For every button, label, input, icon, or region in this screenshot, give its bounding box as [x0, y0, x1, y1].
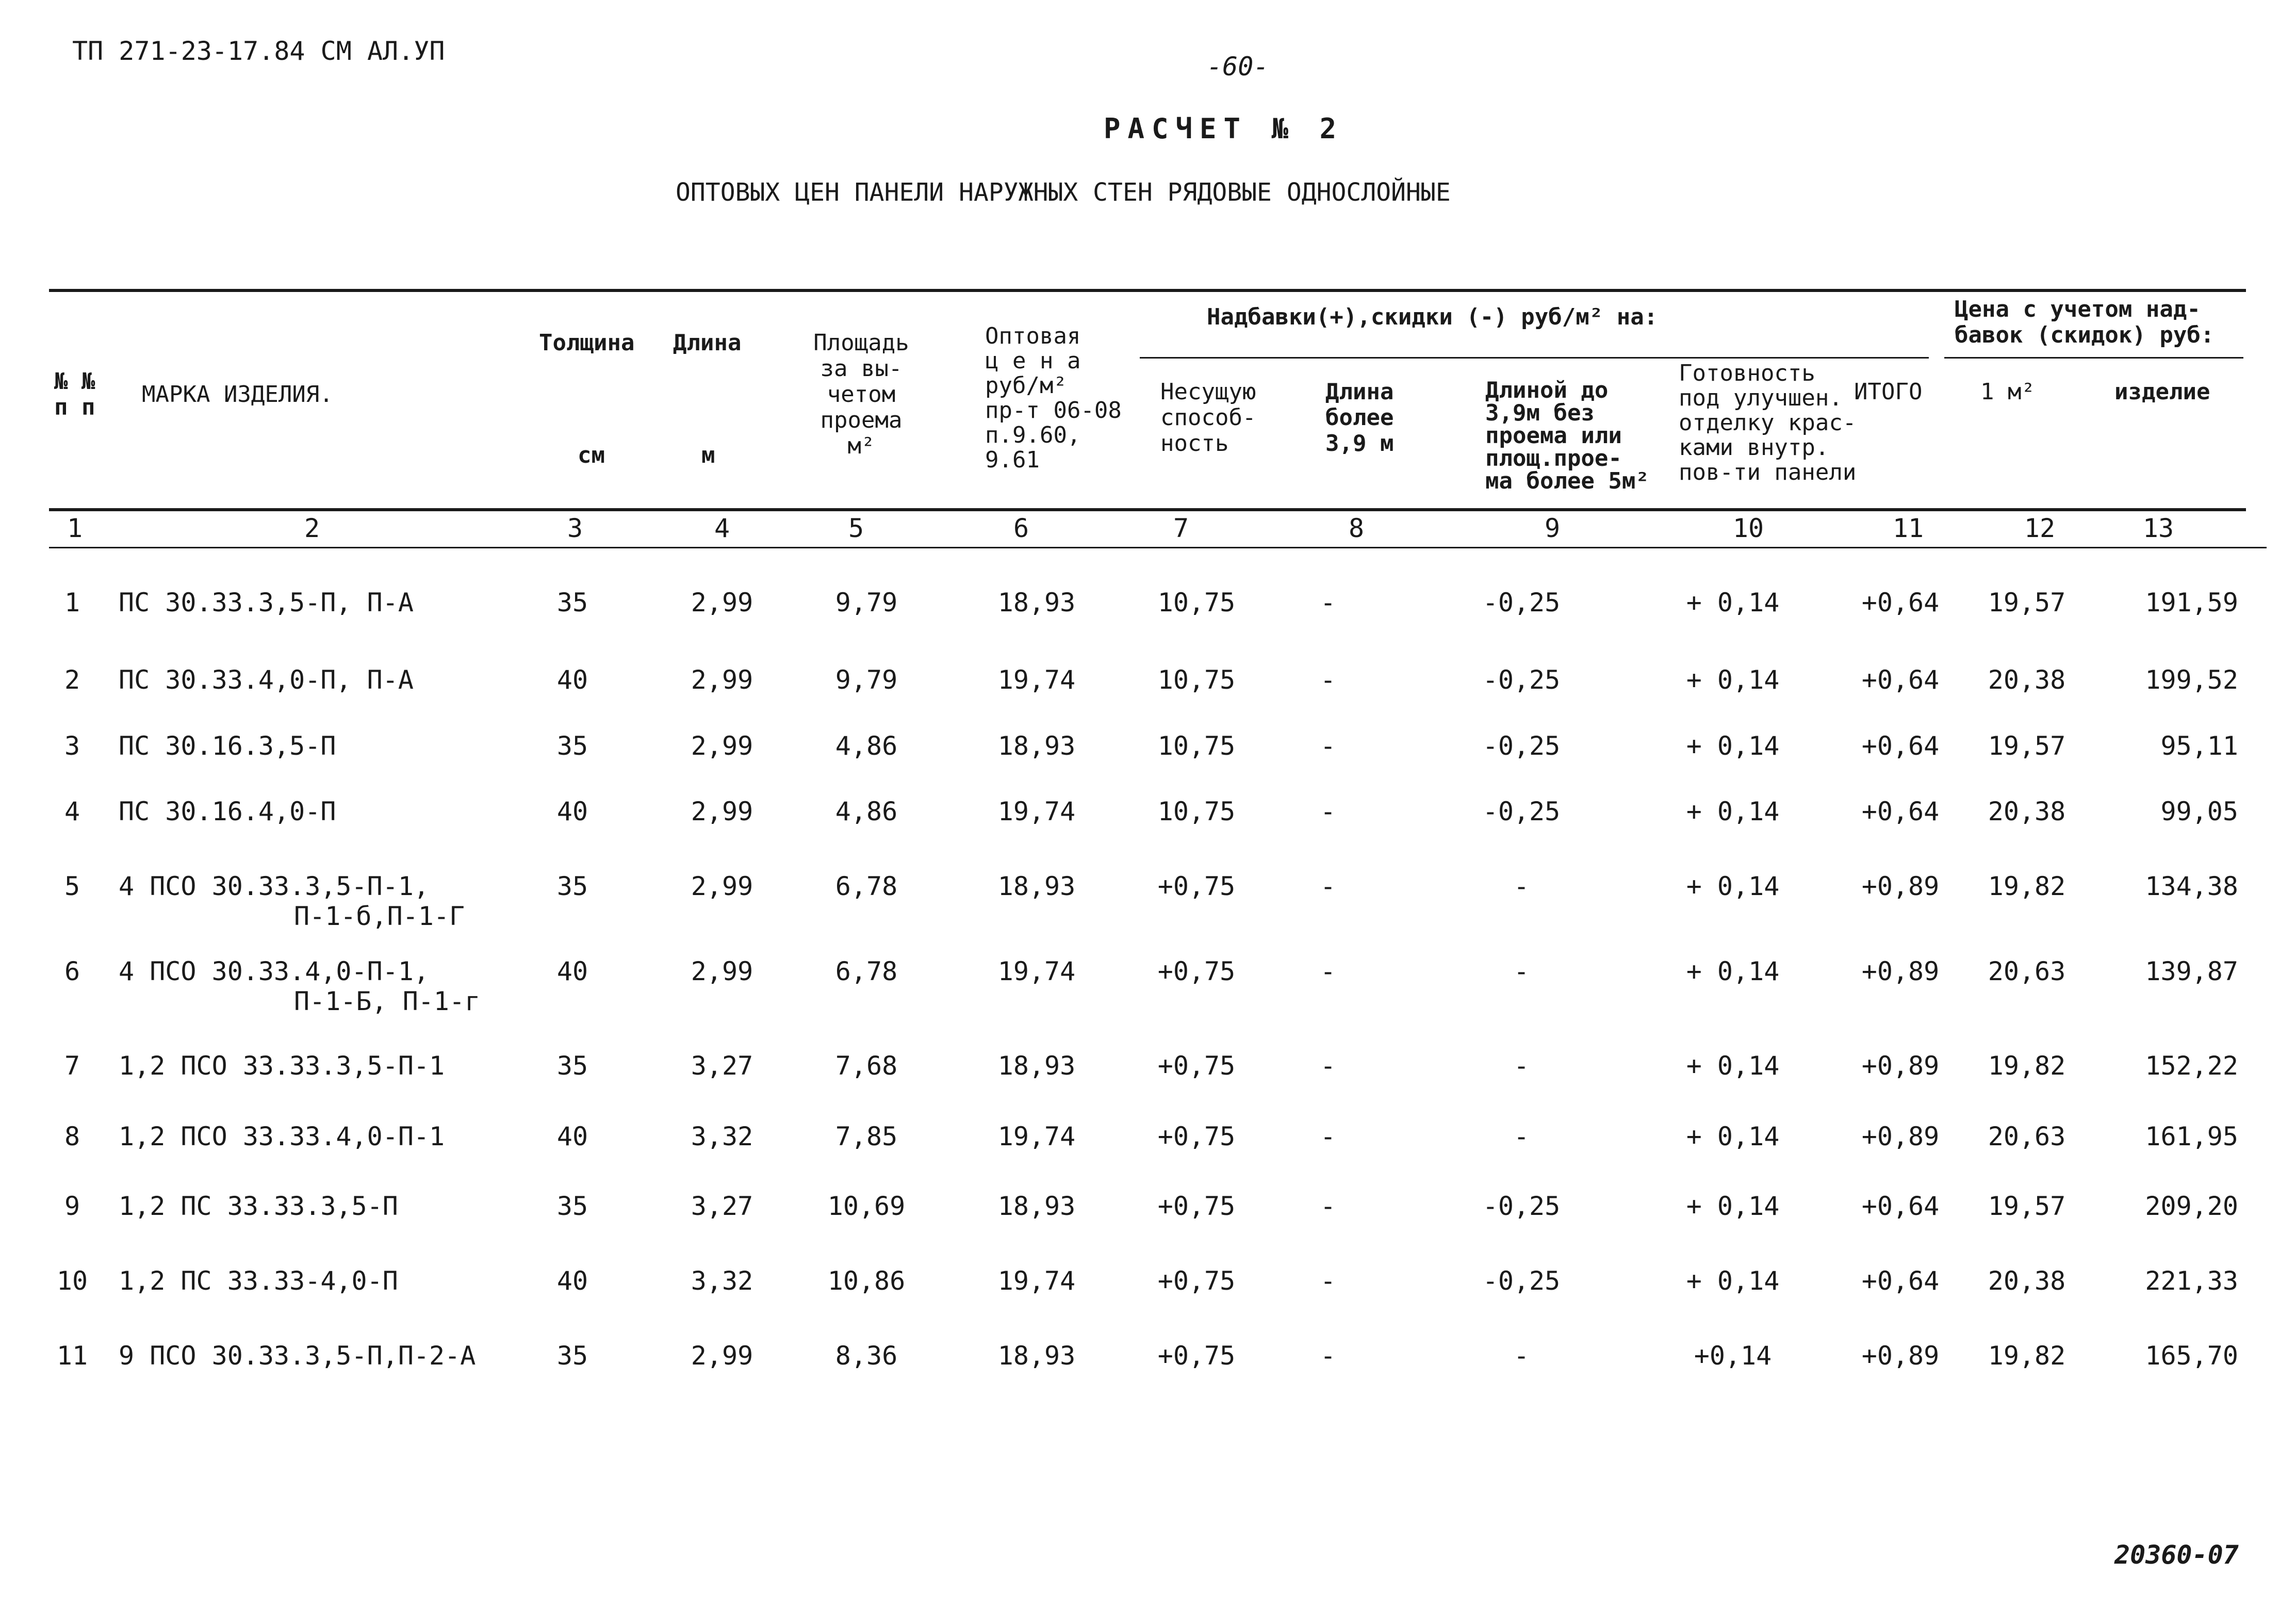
table-cell-n: 11 — [56, 1341, 88, 1371]
table-cell-p: 19,74 — [997, 1122, 1076, 1151]
column-number: 6 — [1013, 513, 1029, 543]
table-cell-l: 3,32 — [691, 1266, 753, 1296]
table-cell-m2: 19,57 — [1988, 731, 2066, 761]
table-cell-b: 10,75 — [1157, 665, 1236, 695]
table-cell-lo: - — [1320, 871, 1336, 901]
table-cell-lu: - — [1513, 1051, 1530, 1081]
table-cell-lo: - — [1320, 588, 1336, 618]
table-cell-b: +0,75 — [1157, 1341, 1236, 1371]
table-cell-lo: - — [1320, 731, 1336, 761]
table-cell-n: 8 — [64, 1122, 80, 1151]
table-cell-t: 35 — [556, 588, 588, 618]
table-cell-lo: - — [1320, 1266, 1336, 1296]
table-cell-t: 40 — [556, 1266, 588, 1296]
table-cell-mark: ПС 30.16.3,5-П — [119, 731, 336, 761]
table-cell-lu: -0,25 — [1482, 1191, 1561, 1221]
table-cell-lu: -0,25 — [1482, 731, 1561, 761]
table-cell-b: 10,75 — [1157, 797, 1236, 826]
table-cell-b: +0,75 — [1157, 871, 1236, 901]
table-cell-r: + 0,14 — [1686, 1266, 1780, 1296]
table-cell-l: 3,27 — [691, 1051, 753, 1081]
table-cell-lo: - — [1320, 1122, 1336, 1151]
table-cell-t: 35 — [556, 1051, 588, 1081]
column-number: 3 — [567, 513, 583, 543]
table-cell-lu: -0,25 — [1482, 588, 1561, 618]
column-number: 11 — [1892, 513, 1924, 543]
table-cell-mark: 1,2 ПС 33.33-4,0-П — [119, 1266, 398, 1296]
column-number: 10 — [1732, 513, 1764, 543]
table-cell-b: 10,75 — [1157, 588, 1236, 618]
table-cell-tot: +0,64 — [1861, 731, 1940, 761]
table-cell-lo: - — [1320, 1051, 1336, 1081]
table-cell-m2: 20,63 — [1988, 1122, 2066, 1151]
table-cell-p: 19,74 — [997, 665, 1076, 695]
table-cell-tot: +0,89 — [1861, 871, 1940, 901]
table-cell-b: +0,75 — [1157, 1122, 1236, 1151]
table-cell-l: 3,27 — [691, 1191, 753, 1221]
table-cell-item: 95,11 — [2160, 731, 2238, 761]
table-cell-n: 9 — [64, 1191, 80, 1221]
table-cell-b: +0,75 — [1157, 1191, 1236, 1221]
header-length: Длина — [673, 330, 742, 356]
table-cell-l: 2,99 — [691, 1341, 753, 1371]
table-cell-p: 18,93 — [997, 731, 1076, 761]
table-cell-lo: - — [1320, 797, 1336, 826]
table-cell-tot: +0,64 — [1861, 1191, 1940, 1221]
page-subtitle: ОПТОВЫХ ЦЕН ПАНЕЛИ НАРУЖНЫХ СТЕН РЯДОВЫЕ ОДНОСЛОЙНЫЕ — [676, 178, 1451, 207]
table-cell-t: 40 — [556, 665, 588, 695]
table-cell-a: 10,86 — [827, 1266, 906, 1296]
table-cell-m2: 20,38 — [1988, 1266, 2066, 1296]
table-cell-mark: 4 ПСО 30.33.3,5-П-1, — [119, 871, 430, 901]
table-cell-mark: ПС 30.33.3,5-П, П-А — [119, 588, 414, 618]
table-cell-mark: ПС 30.16.4,0-П — [119, 797, 336, 826]
table-cell-t: 40 — [556, 956, 588, 986]
table-cell-lu: -0,25 — [1482, 665, 1561, 695]
column-number: 4 — [714, 513, 730, 543]
table-cell-mark: 1,2 ПСО 33.33.4,0-П-1 — [119, 1122, 445, 1151]
table-cell-item: 209,20 — [2145, 1191, 2238, 1221]
header-readiness: Готовность под улучшен. отделку крас- ками внутр. пов-ти панели — [1679, 360, 1857, 485]
table-cell-tot: +0,89 — [1861, 956, 1940, 986]
table-cell-r: + 0,14 — [1686, 588, 1780, 618]
page-number: -60- — [1207, 52, 1269, 82]
table-cell-item: 99,05 — [2160, 797, 2238, 826]
column-number-rule — [49, 547, 2267, 548]
table-cell-item: 152,22 — [2145, 1051, 2238, 1081]
table-cell-mark: 1,2 ПС 33.33.3,5-П — [119, 1191, 398, 1221]
table-cell-a: 9,79 — [835, 665, 898, 695]
header-length-unit: м — [701, 442, 715, 468]
table-cell-r: + 0,14 — [1686, 956, 1780, 986]
header-total: ИТОГО — [1854, 379, 1923, 405]
surcharge-group-rule — [1140, 357, 1929, 359]
table-cell-b: +0,75 — [1157, 1051, 1236, 1081]
table-cell-l: 2,99 — [691, 665, 753, 695]
table-cell-a: 6,78 — [835, 871, 898, 901]
table-cell-r: + 0,14 — [1686, 871, 1780, 901]
table-cell-a: 4,86 — [835, 731, 898, 761]
table-cell-tot: +0,89 — [1861, 1122, 1940, 1151]
header-bottom-rule — [49, 508, 2246, 511]
table-cell-item: 134,38 — [2145, 871, 2238, 901]
column-number: 13 — [2142, 513, 2174, 543]
table-cell-m2: 19,82 — [1988, 871, 2066, 901]
header-thickness: Толщина — [539, 330, 635, 356]
table-cell-n: 2 — [64, 665, 80, 695]
header-per-m2: 1 м² — [1980, 379, 2035, 405]
table-cell-n: 1 — [64, 588, 80, 618]
table-cell-p: 18,93 — [997, 588, 1076, 618]
table-cell-lu: - — [1513, 871, 1530, 901]
table-cell-p: 18,93 — [997, 1051, 1076, 1081]
table-cell-a: 7,85 — [835, 1122, 898, 1151]
table-cell-mark: 1,2 ПСО 33.33.3,5-П-1 — [119, 1051, 445, 1081]
table-cell-tot: +0,89 — [1861, 1341, 1940, 1371]
table-cell-l: 2,99 — [691, 956, 753, 986]
table-cell-p: 19,74 — [997, 797, 1076, 826]
column-number: 2 — [304, 513, 320, 543]
table-cell-item: 161,95 — [2145, 1122, 2238, 1151]
price-group-rule — [1944, 357, 2243, 359]
table-cell-lo: - — [1320, 1341, 1336, 1371]
table-cell-m2: 19,57 — [1988, 588, 2066, 618]
table-cell-m2: 20,38 — [1988, 665, 2066, 695]
table-cell-tot: +0,64 — [1861, 665, 1940, 695]
header-area: Площадь за вы- четом проема м² — [813, 330, 909, 459]
header-length-over: Длина более 3,9 м — [1325, 379, 1394, 457]
table-cell-lu: -0,25 — [1482, 1266, 1561, 1296]
table-cell-l: 3,32 — [691, 1122, 753, 1151]
table-cell-p: 18,93 — [997, 871, 1076, 901]
column-number: 9 — [1544, 513, 1561, 543]
table-top-rule — [49, 289, 2246, 292]
table-cell-lo: - — [1320, 665, 1336, 695]
table-cell-lu: -0,25 — [1482, 797, 1561, 826]
table-cell-b: +0,75 — [1157, 956, 1236, 986]
table-cell-p: 18,93 — [997, 1191, 1076, 1221]
header-num: № № п п — [54, 368, 95, 420]
table-cell-item: 139,87 — [2145, 956, 2238, 986]
column-number: 5 — [848, 513, 864, 543]
table-cell-n: 3 — [64, 731, 80, 761]
table-cell-l: 2,99 — [691, 731, 753, 761]
table-cell-item: 165,70 — [2145, 1341, 2238, 1371]
table-cell-lo: - — [1320, 956, 1336, 986]
table-cell-l: 2,99 — [691, 797, 753, 826]
table-cell-tot: +0,64 — [1861, 797, 1940, 826]
column-number: 12 — [2024, 513, 2056, 543]
table-cell-r: + 0,14 — [1686, 1191, 1780, 1221]
column-number: 7 — [1173, 513, 1189, 543]
table-cell-tot: +0,64 — [1861, 588, 1940, 618]
table-cell-l: 2,99 — [691, 588, 753, 618]
table-cell-n: 7 — [64, 1051, 80, 1081]
table-cell-a: 8,36 — [835, 1341, 898, 1371]
table-cell-t: 35 — [556, 1191, 588, 1221]
table-cell-m2: 19,57 — [1988, 1191, 2066, 1221]
header-length-upto: Длиной до 3,9м без проема или площ.прое- ма более 5м² — [1485, 377, 1649, 494]
table-cell-tot: +0,89 — [1861, 1051, 1940, 1081]
header-bearing: Несущую способ- ность — [1160, 379, 1256, 457]
table-cell-t: 40 — [556, 1122, 588, 1151]
header-mark: МАРКА ИЗДЕЛИЯ. — [142, 381, 333, 408]
table-cell-m2: 20,63 — [1988, 956, 2066, 986]
page-title: РАСЧЕТ № 2 — [1104, 112, 1344, 145]
table-cell-item: 221,33 — [2145, 1266, 2238, 1296]
header-per-item: изделие — [2114, 379, 2210, 405]
header-price-with: Цена с учетом над- бавок (скидок) руб: — [1955, 296, 2215, 348]
column-number: 1 — [67, 513, 83, 543]
table-cell-item: 191,59 — [2145, 588, 2238, 618]
table-cell-p: 18,93 — [997, 1341, 1076, 1371]
table-cell-a: 4,86 — [835, 797, 898, 826]
table-cell-a: 10,69 — [827, 1191, 906, 1221]
table-cell-mark-continuation: П-1-б,П-1-Г — [294, 901, 465, 931]
column-number: 8 — [1348, 513, 1365, 543]
table-cell-n: 4 — [64, 797, 80, 826]
table-cell-t: 35 — [556, 731, 588, 761]
table-cell-mark: ПС 30.33.4,0-П, П-А — [119, 665, 414, 695]
document-code: ТП 271-23-17.84 СМ АЛ.УП — [72, 36, 445, 66]
table-cell-mark: 4 ПСО 30.33.4,0-П-1, — [119, 956, 430, 986]
table-cell-m2: 19,82 — [1988, 1341, 2066, 1371]
table-cell-lu: - — [1513, 1341, 1530, 1371]
table-cell-l: 2,99 — [691, 871, 753, 901]
table-cell-lo: - — [1320, 1191, 1336, 1221]
table-cell-b: 10,75 — [1157, 731, 1236, 761]
table-cell-m2: 20,38 — [1988, 797, 2066, 826]
table-cell-tot: +0,64 — [1861, 1266, 1940, 1296]
table-cell-lu: - — [1513, 1122, 1530, 1151]
header-surcharges: Надбавки(+),скидки (-) руб/м² на: — [1207, 304, 1658, 330]
table-cell-r: + 0,14 — [1686, 1051, 1780, 1081]
table-cell-lu: - — [1513, 956, 1530, 986]
table-cell-r: + 0,14 — [1686, 665, 1780, 695]
table-cell-n: 6 — [64, 956, 80, 986]
header-price: Оптовая ц е н а руб/м² пр-т 06-08 п.9.60, 9.61 — [985, 323, 1122, 473]
table-cell-r: +0,14 — [1694, 1341, 1772, 1371]
table-cell-mark: 9 ПСО 30.33.3,5-П,П-2-А — [119, 1341, 476, 1371]
table-cell-n: 10 — [56, 1266, 88, 1296]
table-cell-m2: 19,82 — [1988, 1051, 2066, 1081]
table-cell-a: 7,68 — [835, 1051, 898, 1081]
table-cell-a: 9,79 — [835, 588, 898, 618]
table-cell-r: + 0,14 — [1686, 797, 1780, 826]
table-cell-t: 35 — [556, 1341, 588, 1371]
inventory-stamp: 20360-07 — [2114, 1540, 2239, 1570]
table-cell-b: +0,75 — [1157, 1266, 1236, 1296]
table-cell-r: + 0,14 — [1686, 1122, 1780, 1151]
table-cell-r: + 0,14 — [1686, 731, 1780, 761]
table-cell-item: 199,52 — [2145, 665, 2238, 695]
table-cell-p: 19,74 — [997, 956, 1076, 986]
table-cell-n: 5 — [64, 871, 80, 901]
table-cell-p: 19,74 — [997, 1266, 1076, 1296]
header-thickness-unit: см — [578, 442, 605, 468]
table-cell-mark-continuation: П-1-Б, П-1-г — [294, 986, 481, 1016]
table-cell-t: 35 — [556, 871, 588, 901]
table-cell-t: 40 — [556, 797, 588, 826]
table-cell-a: 6,78 — [835, 956, 898, 986]
